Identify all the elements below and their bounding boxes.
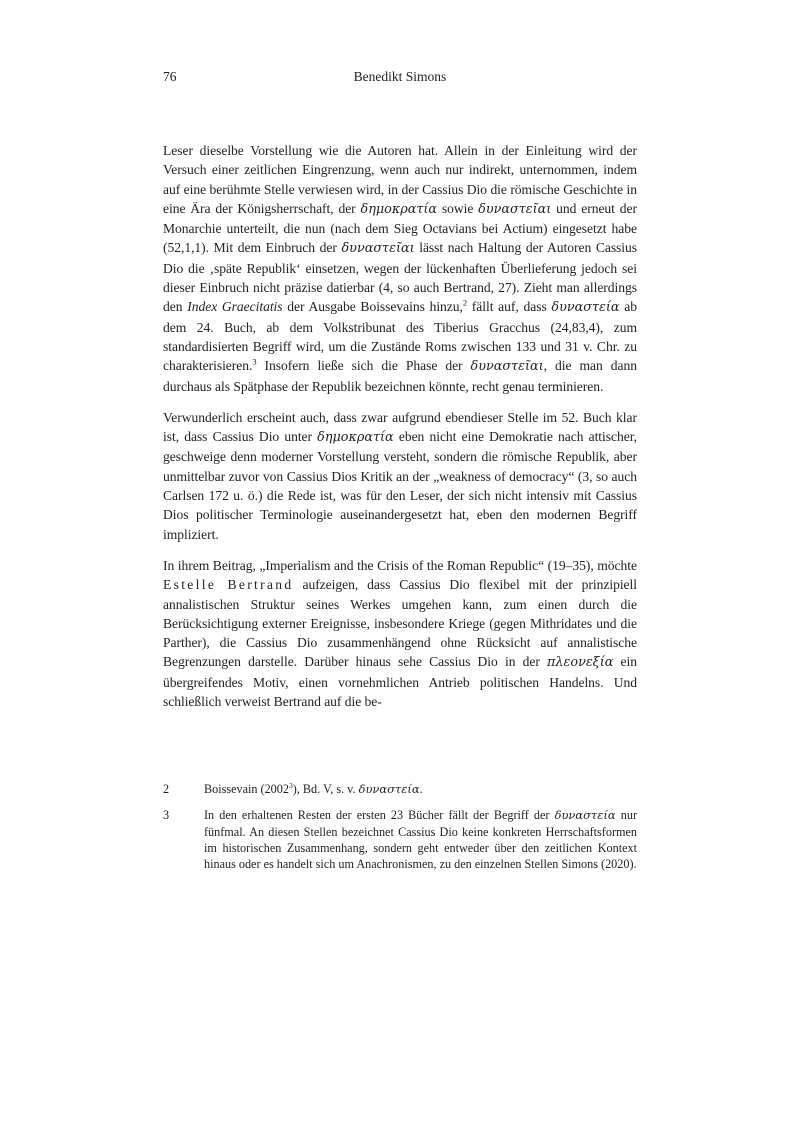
footnote-text bbox=[204, 781, 637, 797]
text-segment: und erneut der Monarchie unterteilt, die nun (nach dem Sieg Octavians bei Actium) eingesetzt habe (52,1,1). Mit dem Einbruch der bbox=[163, 200, 637, 256]
text-segment: δημοκρατία bbox=[360, 201, 438, 217]
text-segment: . bbox=[419, 782, 423, 796]
paragraph bbox=[163, 141, 637, 396]
page-header bbox=[163, 69, 637, 89]
body-text bbox=[163, 141, 637, 711]
text-segment: δυναστεῖαι bbox=[470, 359, 544, 375]
text-segment: nur fünfmal. An diesen Stellen bezeichnet Cassius Dio keine konkreten Herrschaftsformen im historischen Zusammenhang, sondern geht entweder über den zeitlichen Kontext hinaus oder es handelt sich um Anachronismen, zu den einzelnen Stellen Simons (2020). bbox=[204, 808, 637, 872]
paragraph bbox=[163, 408, 637, 544]
text-segment: eben nicht eine Demokratie nach attischer, geschweige denn moderner Vorstellung versteht, sondern die römische Republik, aber unmittelbar zuvor von Cassius Dios Kritik an der „weakness of democracy“ (3, so auch Carlsen 172 u. ö.) die Rede ist, was für den Leser, der sich nicht intensiv mit Cassius Dios politischer Terminologie auseinandergesetzt hat, eben den modernen Begriff impliziert. bbox=[163, 429, 637, 542]
text-segment: der Ausgabe Boissevains hinzu, bbox=[282, 299, 463, 315]
page-number: 76 bbox=[163, 69, 177, 84]
text-segment: Insofern ließe sich die Phase der bbox=[256, 358, 471, 374]
text-segment: δυναστεία bbox=[551, 300, 620, 316]
text-segment: aufzeigen, dass Cassius Dio flexibel mit der prinzipiell annalistischen Struktur seines Werkes umgehen kann, zum einen durch die Berücksichtigung externer Ereignisse, insbesondere Kriege (gegen Mithridates und die Parther), die Cassius Dio zusammenhängend ohne Rücksicht auf annalistische Begrenzungen darstelle. Darüber hinaus sehe Cassius Dio in der bbox=[163, 577, 637, 670]
text-segment: In den erhaltenen Resten der ersten 23 Bücher fällt der Begriff der bbox=[204, 808, 555, 823]
text-segment: δυναστεῖαι bbox=[478, 201, 552, 217]
text-segment: Leser dieselbe Vorstellung wie die Autoren hat. Allein in der Einleitung wird der Versuch einer zeitlichen Eingrenzung, wenn auch nur indirekt, unternommen, indem auf eine berühmte Stelle verwiesen wird, in der Cassius Dio die römische Geschichte in eine Ära der Königsherrschaft, der bbox=[163, 143, 637, 216]
footnote-text bbox=[204, 807, 637, 872]
paragraph bbox=[163, 556, 637, 711]
text-segment: πλεονεξία bbox=[547, 655, 614, 671]
text-segment: δημοκρατία bbox=[317, 430, 394, 446]
footnote-ref: 2 bbox=[462, 297, 468, 308]
footnote bbox=[163, 807, 637, 872]
text-segment: Boissevain (2002 bbox=[204, 782, 289, 796]
text-segment: fällt auf, dass bbox=[467, 299, 552, 315]
footnote bbox=[163, 781, 637, 797]
text-segment: In ihrem Beitrag, „Imperialism and the Crisis of the Roman Republic“ (19–35), möchte bbox=[163, 557, 637, 573]
footnote-marker: 2 bbox=[163, 782, 170, 796]
footnotes bbox=[163, 781, 637, 882]
running-head: Benedikt Simons bbox=[353, 69, 447, 84]
footnote-ref: 3 bbox=[252, 356, 257, 367]
text-segment: ), Bd. V, s. v. bbox=[292, 782, 359, 796]
text-segment: ein übergreifendes Motiv, einen vornehmlichen Antrieb politischen Handelns. Und schließlich verweist Bertrand auf die be- bbox=[163, 654, 637, 710]
text-segment: ab dem 24. Buch, ab dem Volkstribunat des Tiberius Gracchus (24,83,4), zum standardisierten Begriff wird, um die Zustände Roms zwischen 133 und 31 v. Chr. zu charakterisieren. bbox=[163, 299, 637, 374]
text-segment: sowie bbox=[437, 200, 479, 216]
text-segment: , die man dann durchaus als Spätphase der Republik bezeichnen könnte, recht genau terminieren. bbox=[163, 358, 637, 394]
footnote-ref: 3 bbox=[288, 780, 293, 790]
text-segment: Estelle Bertrand bbox=[163, 577, 294, 593]
text-segment: δυναστεία bbox=[358, 782, 420, 796]
text-segment: Verwunderlich erscheint auch, dass zwar aufgrund ebendieser Stelle im 52. Buch klar ist, dass Cassius Dio unter bbox=[163, 409, 637, 445]
text-segment: Index Graecitatis bbox=[187, 299, 283, 315]
footnote-marker: 3 bbox=[163, 808, 170, 823]
text-segment: δυναστεῖαι bbox=[341, 241, 415, 257]
text-segment: δυναστεία bbox=[554, 808, 616, 823]
text-segment: lässt nach Haltung der Autoren Cassius Dio die ‚späte Republik‘ einsetzen, wegen der lückenhaften Überlieferung jedoch sei dieser Einbruch nicht präzise datierbar (4, so auch Bertrand, 27). Zieht man allerdings den bbox=[163, 240, 638, 315]
